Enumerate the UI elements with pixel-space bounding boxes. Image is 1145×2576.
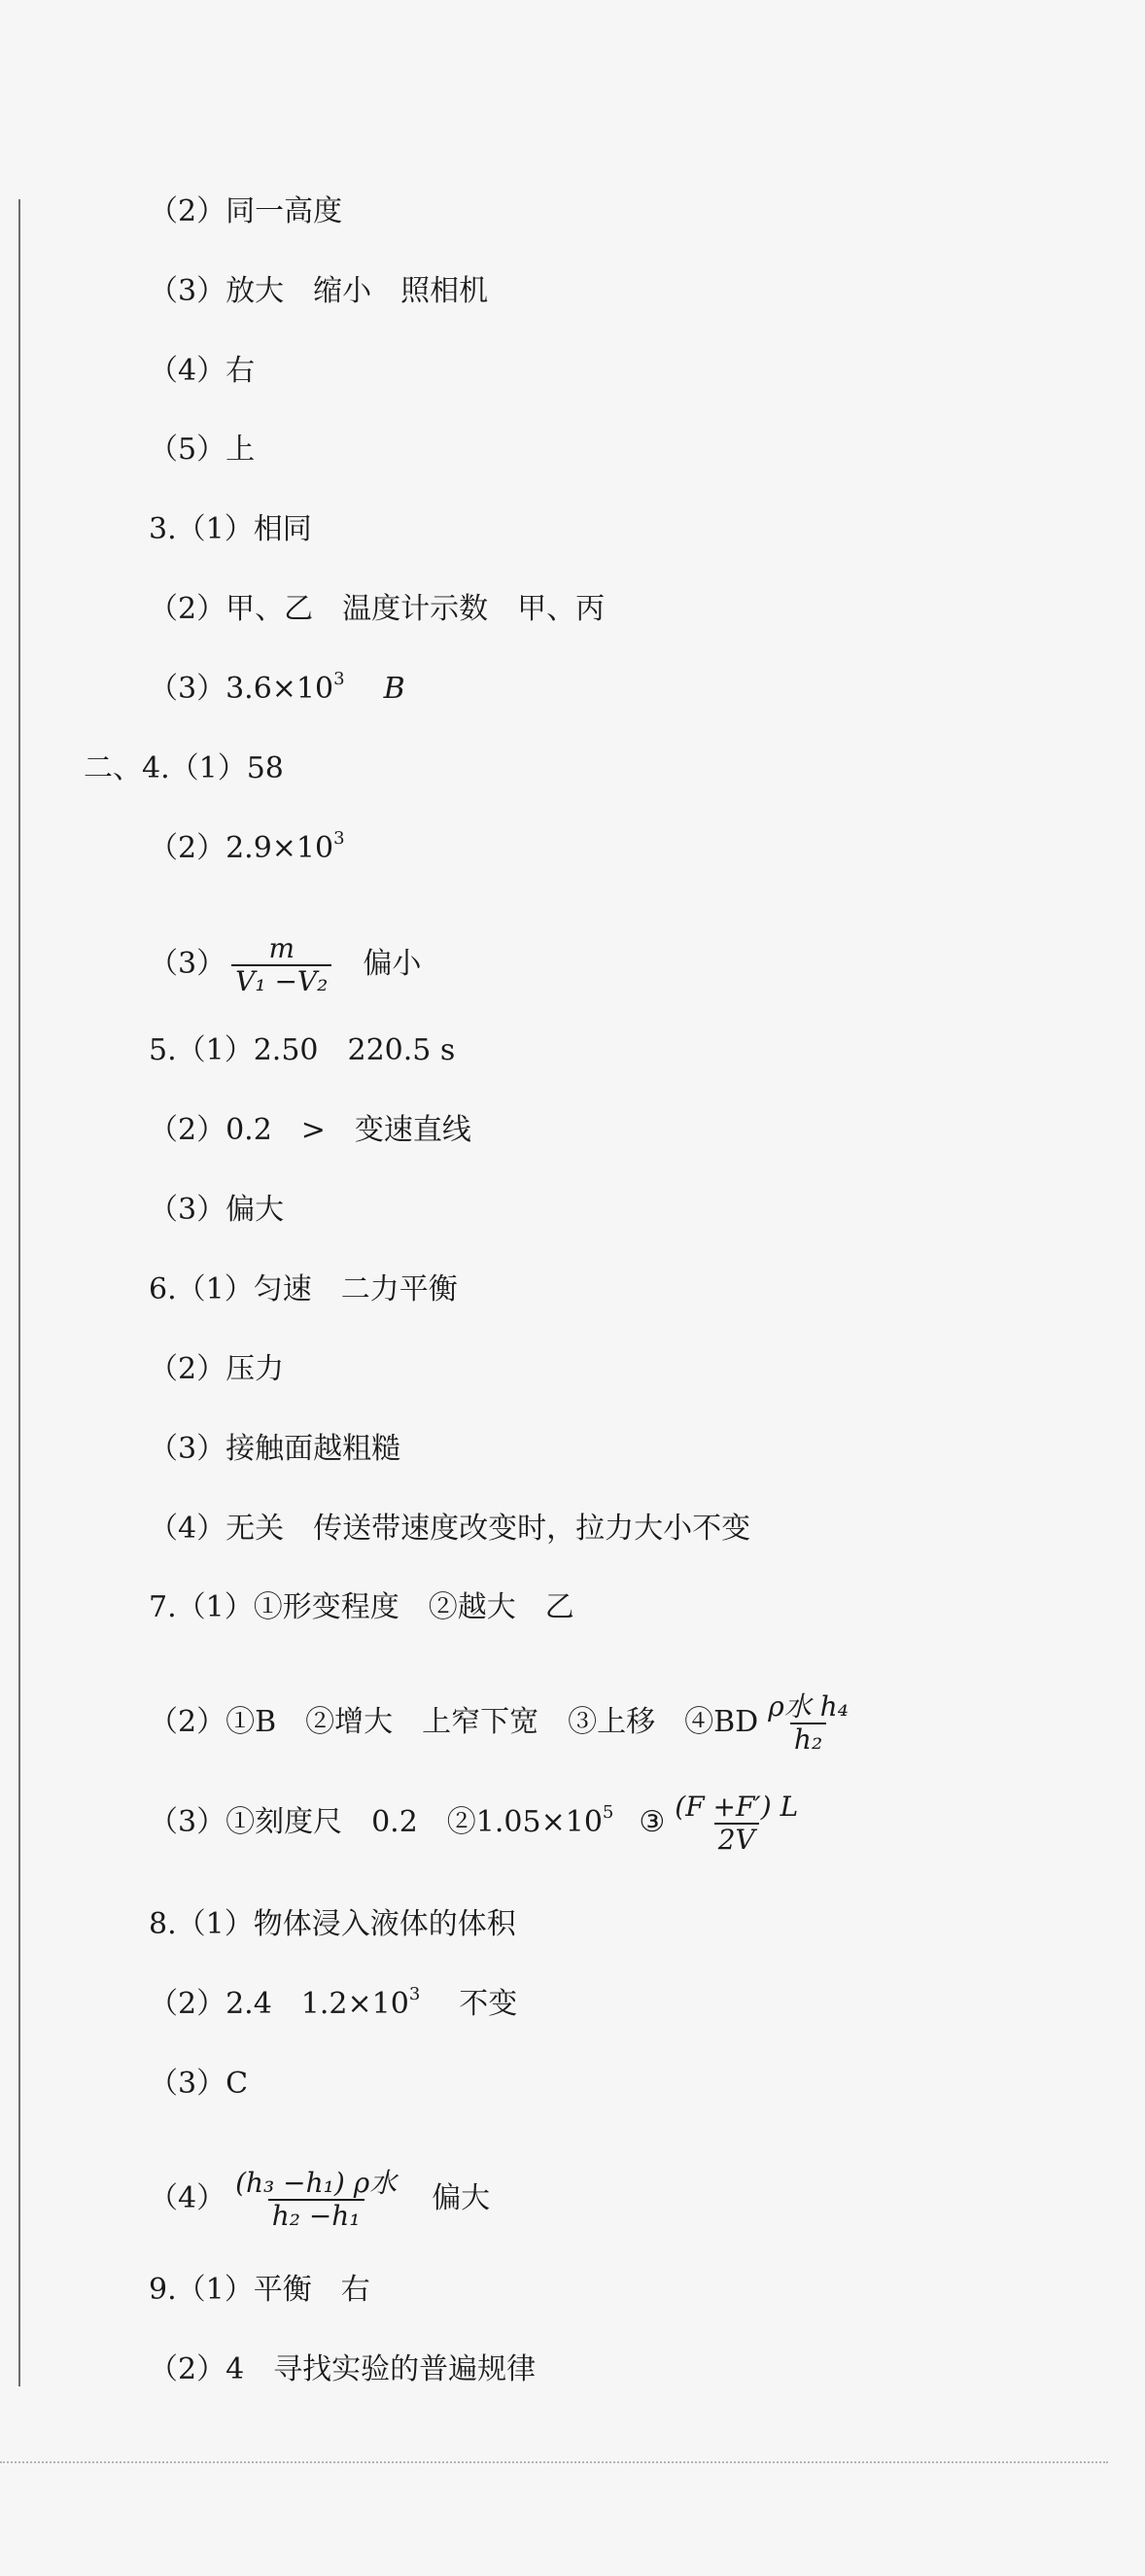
answer-text: （3）	[149, 947, 226, 981]
fraction-denominator: h₂ −h₁	[268, 2199, 364, 2232]
answer-line: （3）偏大	[149, 1193, 285, 1227]
answer-text: （2）2.4 1.2×10	[149, 1987, 409, 2021]
answer-line	[149, 933, 421, 997]
answer-line	[149, 1691, 858, 1756]
answer-line: （4）无关 传送带速度改变时，拉力大小不变	[149, 1512, 751, 1546]
fraction-denominator: 2V	[714, 1823, 759, 1856]
exponent: 5	[602, 1802, 614, 1823]
answer-line: （2）0.2 > 变速直线	[149, 1113, 471, 1147]
binding-margin-line	[18, 199, 20, 2386]
fraction-numerator: ρ水 h₄	[768, 1690, 849, 1723]
answer-line: （2）4 寻找实验的普遍规律	[149, 2352, 537, 2386]
answer-text: 不变	[459, 1987, 518, 2021]
fraction-numerator: (h₃ −h₁) ρ水	[235, 2167, 398, 2199]
answer-line: （3）接触面越粗糙	[149, 1432, 401, 1466]
answer-line: 7.（1）①形变程度 ②越大 乙	[149, 1590, 574, 1624]
answer-line: （3）放大 缩小 照相机	[149, 274, 489, 308]
answer-line: （2）同一高度	[149, 194, 343, 228]
fraction-denominator: h₂	[790, 1723, 826, 1756]
answer-line: （2）压力	[149, 1352, 285, 1386]
answer-line: （2）甲、乙 温度计示数 甲、丙	[149, 592, 606, 626]
answer-text: B	[383, 672, 405, 706]
exponent: 3	[333, 669, 345, 689]
answer-line: （3）C	[149, 2067, 249, 2101]
fraction	[231, 933, 331, 997]
fraction	[231, 2168, 400, 2232]
answer-text: （3）①刻度尺 0.2 ②1.05×10	[149, 1805, 603, 1839]
answer-text: （4）	[149, 2181, 226, 2215]
answer-line	[149, 2168, 490, 2232]
answer-text: （2）2.9×10	[149, 831, 334, 865]
answer-text: ③	[639, 1805, 666, 1839]
exponent: 3	[408, 1984, 421, 2004]
fraction	[764, 1691, 852, 1756]
answer-line: （5）上	[149, 433, 256, 467]
section-two-line: 二、4.（1）58	[84, 751, 284, 785]
answer-text: （2）①B ②增大 上窄下宽 ③上移 ④BD	[149, 1705, 759, 1739]
fraction-numerator: m	[268, 932, 295, 964]
answer-line	[149, 828, 345, 866]
answer-line: 8.（1）物体浸入液体的体积	[149, 1907, 516, 1941]
footer-dotted-divider	[0, 2461, 1108, 2463]
answer-text: 偏大	[432, 2181, 491, 2215]
answer-line	[149, 1984, 518, 2022]
answer-line	[149, 1792, 808, 1856]
fraction-denominator: V₁ −V₂	[231, 964, 331, 997]
answer-line: 3.（1）相同	[149, 512, 312, 546]
answer-line: （4）右	[149, 354, 256, 388]
fraction	[671, 1792, 802, 1856]
answer-line: 5.（1）2.50 220.5 s	[149, 1033, 456, 1067]
answer-text: （3）3.6×10	[149, 672, 334, 706]
answer-line: 9.（1）平衡 右	[149, 2273, 370, 2307]
answer-line: 6.（1）匀速 二力平衡	[149, 1272, 458, 1306]
fraction-numerator: (F +F′) L	[675, 1791, 799, 1823]
answer-text: 偏小	[363, 947, 422, 981]
exponent: 3	[333, 828, 345, 849]
answer-line	[149, 669, 405, 707]
